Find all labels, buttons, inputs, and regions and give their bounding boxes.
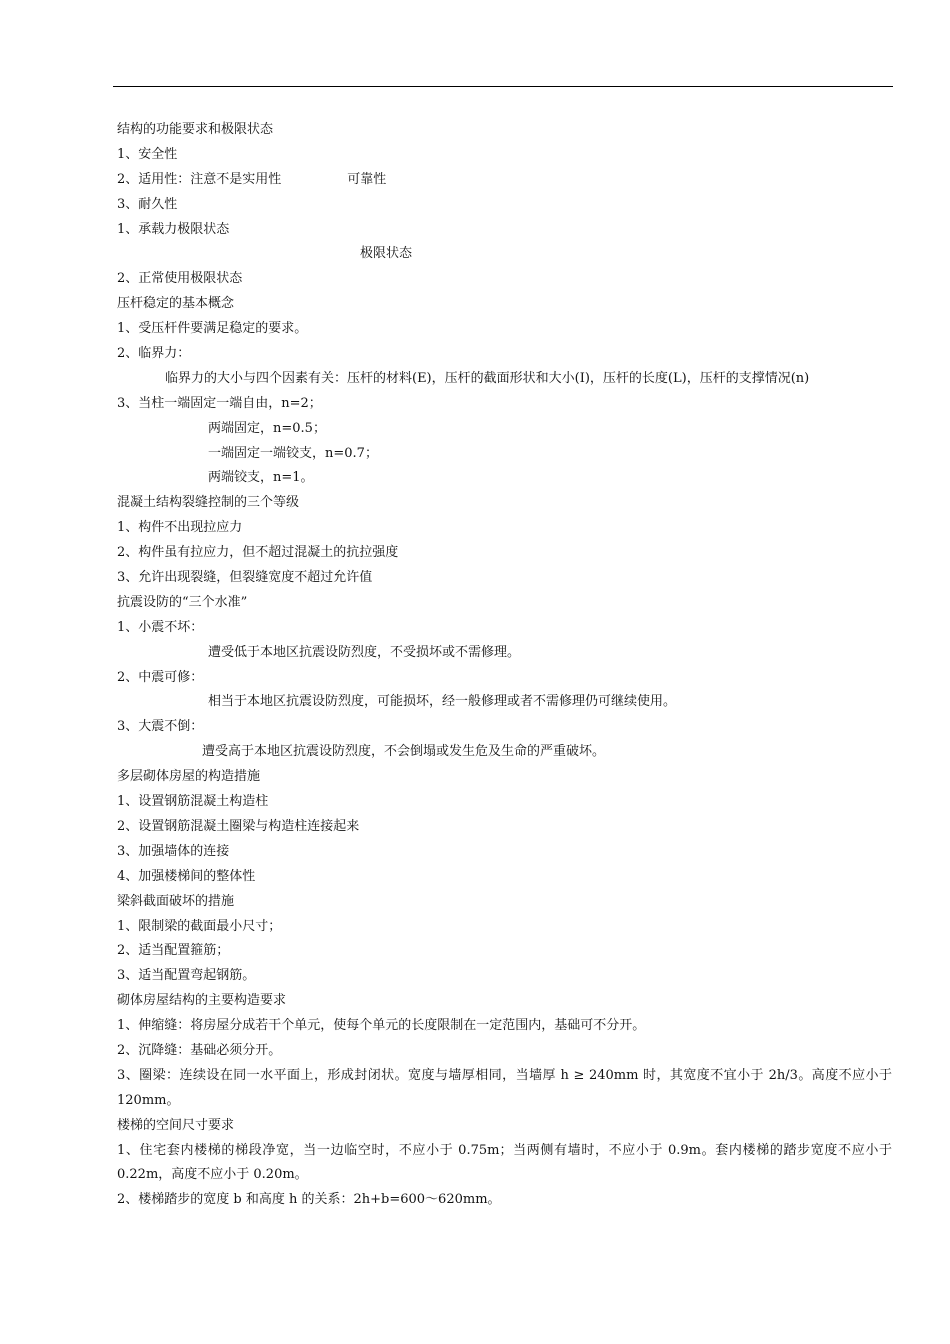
list-item-text: 2、适用性：注意不是实用性 [117,171,282,187]
section-heading: 混凝土结构裂缝控制的三个等级 [117,495,300,511]
section-heading: 抗震设防的“三个水准” [117,594,248,610]
list-item [117,168,892,193]
list-item: 3、耐久性 [117,196,178,212]
list-item-detail: 一端固定一端铰支，n=0.7； [208,445,378,461]
list-item: 3、加强墙体的连接 [117,843,230,859]
list-item: 1、小震不坏： [117,619,204,635]
list-item-detail: 遭受低于本地区抗震设防烈度，不受损坏或不需修理。 [208,644,521,660]
list-item: 2、设置钢筋混凝土圈梁与构造柱连接起来 [117,818,360,834]
list-item-detail: 两端固定，n=0.5； [208,420,326,436]
list-item: 1、设置钢筋混凝土构造柱 [117,794,269,810]
list-item-detail: 遭受高于本地区抗震设防烈度，不会倒塌或发生危及生命的严重破坏。 [202,744,606,760]
list-item: 2、沉降缝：基础必须分开。 [117,1042,282,1058]
list-item: 2、正常使用极限状态 [117,271,243,287]
list-item: 1、安全性 [117,146,178,162]
list-item: 3、适当配置弯起钢筋。 [117,968,256,984]
section-heading: 楼梯的空间尺寸要求 [117,1117,235,1133]
section-heading: 结构的功能要求和极限状态 [117,122,274,137]
list-item-detail: 两端铰支，n=1。 [208,470,314,486]
list-item-detail: 临界力的大小与四个因素有关：压杆的材料(E)，压杆的截面形状和大小(I)，压杆的长度(L)，压杆的支撑情况(n) [165,370,810,386]
list-item: 1、伸缩缝：将房屋分成若干个单元，使每个单元的长度限制在一定范围内，基础可不分开。 [117,1018,646,1034]
list-item: 1、承载力极限状态 [117,221,230,237]
list-item-detail: 相当于本地区抗震设防烈度，可能损坏，经一般修理或者不需修理仍可继续使用。 [208,694,677,710]
section-heading: 压杆稳定的基本概念 [117,296,235,312]
list-item: 3、大震不倒： [117,719,204,735]
section-heading: 梁斜截面破坏的措施 [117,893,235,909]
list-item: 2、楼梯踏步的宽度 b 和高度 h 的关系：2h+b=600～620mm。 [117,1192,501,1208]
section-heading: 多层砌体房屋的构造措施 [117,769,261,785]
list-item: 3、圈梁：连续设在同一水平面上，形成封闭状。宽度与墙厚相同，当墙厚 h ≥ 240mm 时，其宽度不宜小于 2h/3。高度不应小于 120mm。 [117,1067,892,1108]
list-item: 2、中震可修： [117,669,204,685]
document-body [117,118,892,1213]
list-item: 1、住宅套内楼梯的梯段净宽，当一边临空时，不应小于 0.75m；当两侧有墙时，不应小于 0.9m。套内楼梯的踏步宽度不应小于 0.22m，高度不应小于 0.20m。 [117,1142,892,1183]
list-item: 2、适当配置箍筋； [117,943,230,959]
side-label-limit-state: 极限状态 [360,246,413,262]
list-item: 2、构件虽有拉应力，但不超过混凝土的抗拉强度 [117,545,399,561]
list-item: 3、允许出现裂缝，但裂缝宽度不超过允许值 [117,570,373,586]
list-item: 3、当柱一端固定一端自由，n=2； [117,395,322,411]
list-item: 2、临界力： [117,346,191,362]
section-heading: 砌体房屋结构的主要构造要求 [117,993,287,1009]
header-rule [113,86,893,87]
list-item: 1、受压杆件要满足稳定的要求。 [117,321,308,337]
list-item: 1、构件不出现拉应力 [117,520,243,536]
list-item: 4、加强楼梯间的整体性 [117,868,256,884]
side-label-reliability: 可靠性 [347,171,387,187]
list-item: 1、限制梁的截面最小尺寸； [117,918,282,934]
